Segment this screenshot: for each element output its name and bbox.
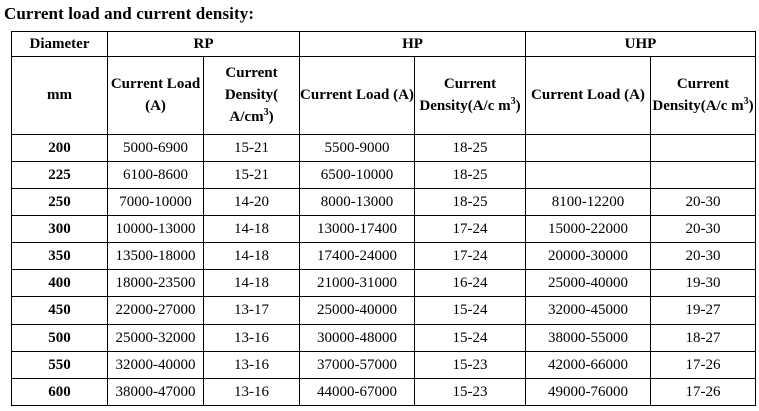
cell-rp-load: 7000-10000 — [108, 188, 204, 215]
cell-d: 225 — [12, 161, 108, 188]
cell-rp-load: 5000-6900 — [108, 134, 204, 161]
rp-density-text: Current Density( A/cm — [224, 65, 279, 126]
cell-uhp-dens — [651, 134, 756, 161]
group-header-hp: HP — [300, 32, 526, 57]
table-row — [12, 351, 756, 378]
cell-rp-dens: 13-16 — [204, 351, 300, 378]
cell-d: 250 — [12, 188, 108, 215]
current-density-table — [11, 31, 756, 406]
cell-hp-dens: 16-24 — [415, 270, 526, 297]
uhp-load-header: Current Load (A) — [526, 57, 651, 134]
cell-d: 500 — [12, 324, 108, 351]
uhp-density-header — [651, 57, 756, 134]
cell-uhp-load: 8100-12200 — [526, 188, 651, 215]
cell-hp-dens: 18-25 — [415, 188, 526, 215]
group-header-rp: RP — [108, 32, 300, 57]
group-header-uhp: UHP — [526, 32, 756, 57]
hp-density-header — [415, 57, 526, 134]
cell-rp-load: 6100-8600 — [108, 161, 204, 188]
cell-rp-dens: 14-18 — [204, 243, 300, 270]
cell-d: 550 — [12, 351, 108, 378]
cell-hp-dens: 18-25 — [415, 134, 526, 161]
rp-load-header: Current Load (A) — [108, 57, 204, 134]
cell-uhp-load: 38000-55000 — [526, 324, 651, 351]
table-row — [12, 378, 756, 405]
cell-hp-dens: 15-24 — [415, 324, 526, 351]
cell-d: 200 — [12, 134, 108, 161]
cell-d: 600 — [12, 378, 108, 405]
cell-rp-dens: 15-21 — [204, 134, 300, 161]
mm-header: mm — [12, 57, 108, 134]
cell-hp-load: 21000-31000 — [300, 270, 415, 297]
cell-hp-dens: 15-24 — [415, 297, 526, 324]
cell-d: 300 — [12, 215, 108, 242]
cell-uhp-dens: 17-26 — [651, 378, 756, 405]
cell-hp-load: 37000-57000 — [300, 351, 415, 378]
cell-uhp-load: 49000-76000 — [526, 378, 651, 405]
table-row — [12, 243, 756, 270]
table-row — [12, 188, 756, 215]
hp-density-end: ) — [515, 98, 521, 115]
cell-uhp-load — [526, 134, 651, 161]
cell-rp-dens: 15-21 — [204, 161, 300, 188]
cell-rp-load: 22000-27000 — [108, 297, 204, 324]
uhp-density-text: Current Density(A/c m — [652, 76, 744, 115]
cell-hp-dens: 18-25 — [415, 161, 526, 188]
cell-rp-dens: 13-16 — [204, 324, 300, 351]
uhp-density-sup: 3 — [743, 96, 749, 108]
cell-uhp-load — [526, 161, 651, 188]
hp-density-sup: 3 — [510, 96, 516, 108]
cell-rp-dens: 14-18 — [204, 270, 300, 297]
cell-hp-load: 5500-9000 — [300, 134, 415, 161]
header-row-groups — [12, 32, 756, 57]
cell-uhp-dens: 20-30 — [651, 188, 756, 215]
cell-hp-dens: 15-23 — [415, 351, 526, 378]
cell-rp-load: 32000-40000 — [108, 351, 204, 378]
cell-uhp-load: 25000-40000 — [526, 270, 651, 297]
cell-uhp-dens: 17-26 — [651, 351, 756, 378]
cell-uhp-load: 32000-45000 — [526, 297, 651, 324]
table-row — [12, 134, 756, 161]
cell-hp-load: 30000-48000 — [300, 324, 415, 351]
cell-d: 350 — [12, 243, 108, 270]
table-row — [12, 161, 756, 188]
cell-uhp-dens: 20-30 — [651, 215, 756, 242]
table-row — [12, 215, 756, 242]
diameter-header: Diameter — [12, 32, 108, 57]
cell-rp-load: 38000-47000 — [108, 378, 204, 405]
cell-rp-dens: 14-18 — [204, 215, 300, 242]
rp-density-end: ) — [268, 109, 274, 126]
cell-rp-dens: 13-16 — [204, 378, 300, 405]
table-row — [12, 297, 756, 324]
cell-uhp-dens: 19-30 — [651, 270, 756, 297]
cell-d: 450 — [12, 297, 108, 324]
cell-hp-load: 6500-10000 — [300, 161, 415, 188]
rp-density-header — [204, 57, 300, 134]
cell-uhp-load: 15000-22000 — [526, 215, 651, 242]
table-row — [12, 324, 756, 351]
cell-uhp-dens: 19-27 — [651, 297, 756, 324]
cell-rp-load: 18000-23500 — [108, 270, 204, 297]
cell-hp-load: 17400-24000 — [300, 243, 415, 270]
rp-density-sup: 3 — [263, 107, 269, 119]
table-row — [12, 270, 756, 297]
cell-hp-dens: 17-24 — [415, 215, 526, 242]
cell-hp-load: 13000-17400 — [300, 215, 415, 242]
cell-rp-load: 10000-13000 — [108, 215, 204, 242]
uhp-density-end: ) — [748, 98, 754, 115]
cell-uhp-load: 20000-30000 — [526, 243, 651, 270]
cell-rp-dens: 13-17 — [204, 297, 300, 324]
hp-load-header: Current Load (A) — [300, 57, 415, 134]
cell-hp-load: 8000-13000 — [300, 188, 415, 215]
cell-hp-dens: 17-24 — [415, 243, 526, 270]
cell-hp-load: 25000-40000 — [300, 297, 415, 324]
cell-uhp-load: 42000-66000 — [526, 351, 651, 378]
hp-density-text: Current Density(A/c m — [419, 76, 511, 115]
cell-hp-dens: 15-23 — [415, 378, 526, 405]
cell-rp-dens: 14-20 — [204, 188, 300, 215]
page-title: Current load and current density: — [4, 4, 255, 23]
cell-rp-load: 25000-32000 — [108, 324, 204, 351]
header-row-columns — [12, 57, 756, 134]
cell-uhp-dens: 18-27 — [651, 324, 756, 351]
cell-uhp-dens: 20-30 — [651, 243, 756, 270]
cell-hp-load: 44000-67000 — [300, 378, 415, 405]
cell-d: 400 — [12, 270, 108, 297]
cell-uhp-dens — [651, 161, 756, 188]
cell-rp-load: 13500-18000 — [108, 243, 204, 270]
